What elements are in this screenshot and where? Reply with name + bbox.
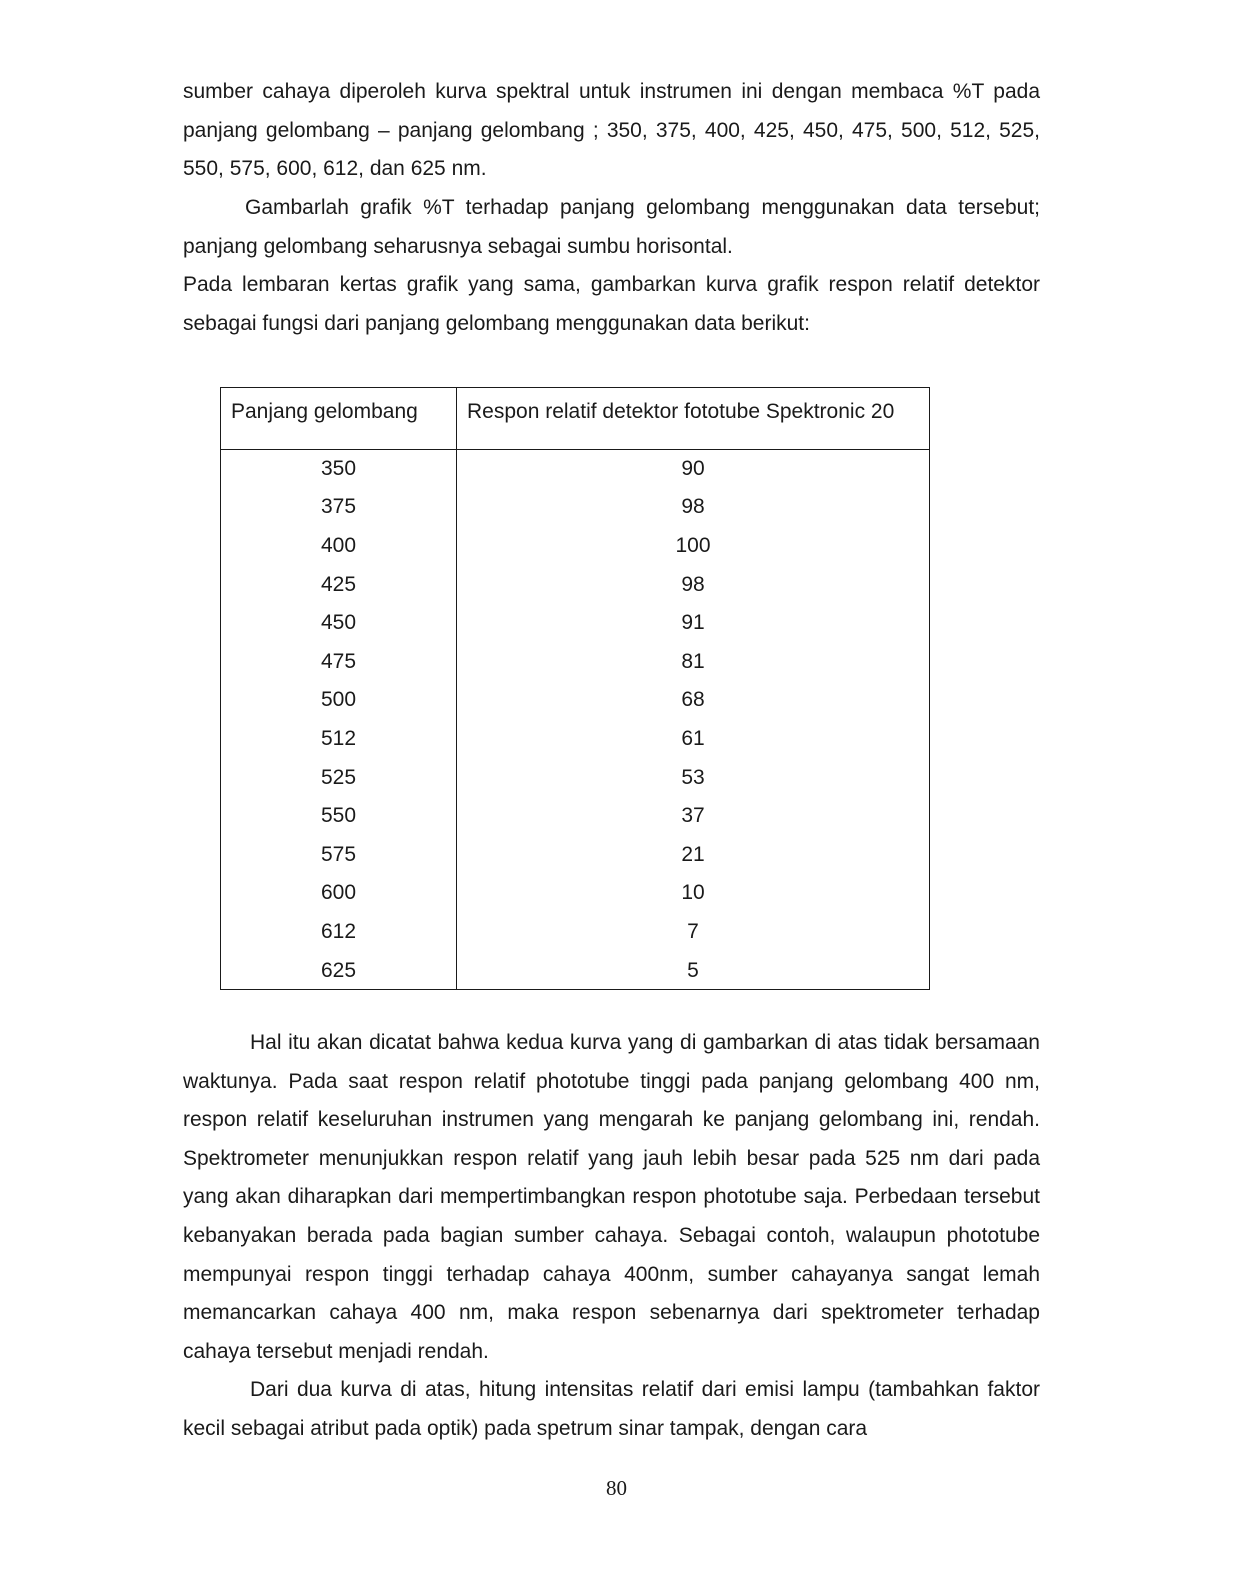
table-row (221, 527, 929, 566)
cell-relative-response: 68 (681, 688, 705, 712)
cell-wavelength: 400 (221, 527, 457, 566)
table-row (221, 449, 929, 488)
cell-wavelength: 600 (221, 874, 457, 913)
cell-wavelength: 625 (221, 951, 457, 990)
cell-relative-response: 61 (681, 726, 705, 750)
paragraph-calculation: Dari dua kurva di atas, hitung intensitas relatif dari emisi lampu (tambahkan faktor kecil sebagai atribut pada optik) pada spetrum sinar tampak, dengan cara (183, 1378, 1040, 1440)
paragraph-discussion: Hal itu akan dicatat bahwa kedua kurva yang di gambarkan di atas tidak bersamaan waktunya. Pada saat respon relatif phototube tinggi pada panjang gelombang 400 nm, respon relatif keseluruhan instrumen yang mengarah ke panjang gelombang ini, rendah. Spektrometer menunjukkan respon relatif yang jauh lebih besar pada 525 nm dari pada yang akan diharapkan dari mempertimbangkan respon phototube saja. Perbedaan tersebut kebanyakan berada pada bagian sumber cahaya. Sebagai contoh, walaupun phototube mempunyai respon tinggi terhadap cahaya 400nm, sumber cahayanya sangat lemah memancarkan cahaya 400 nm, maka respon sebenarnya dari spektrometer terhadap cahaya tersebut menjadi rendah. (183, 1031, 1040, 1363)
paragraph-intro: sumber cahaya diperoleh kurva spektral untuk instrumen ini dengan membaca %T pada panjang gelombang – panjang gelombang ; 350, 375, 400, 425, 450, 475, 500, 512, 525, 550, 575, 600, 612, dan 625 nm. (183, 80, 1040, 181)
cell-relative-response: 98 (681, 572, 705, 596)
cell-relative-response: 90 (681, 456, 705, 480)
header-relative-response: Respon relatif detektor fototube Spektronic 20 (457, 388, 930, 449)
table-row (221, 488, 929, 527)
cell-wavelength: 450 (221, 604, 457, 643)
cell-relative-response: 53 (681, 765, 705, 789)
table-row (221, 913, 929, 952)
paragraph-instruction-graph: Gambarlah grafik %T terhadap panjang gelombang menggunakan data tersebut; panjang gelombang seharusnya sebagai sumbu horisontal. (183, 196, 1040, 258)
table-row (221, 758, 929, 797)
table-body (221, 449, 929, 990)
page-number: 80 (606, 1476, 627, 1500)
cell-relative-response: 5 (687, 958, 699, 982)
table-row (221, 720, 929, 759)
table-row (221, 604, 929, 643)
table-row (221, 681, 929, 720)
cell-wavelength: 425 (221, 565, 457, 604)
cell-wavelength: 350 (221, 449, 457, 488)
table-row (221, 951, 929, 990)
table-row (221, 642, 929, 681)
cell-wavelength: 512 (221, 720, 457, 759)
cell-wavelength: 500 (221, 681, 457, 720)
cell-wavelength: 525 (221, 758, 457, 797)
cell-wavelength: 612 (221, 913, 457, 952)
cell-relative-response: 91 (681, 611, 705, 635)
header-wavelength: Panjang gelombang (221, 388, 457, 449)
detector-response-table (220, 387, 930, 990)
cell-relative-response: 98 (681, 495, 705, 519)
cell-relative-response: 81 (681, 649, 705, 673)
cell-wavelength: 475 (221, 642, 457, 681)
cell-relative-response: 21 (681, 842, 705, 866)
cell-relative-response: 37 (681, 804, 705, 828)
cell-wavelength: 550 (221, 797, 457, 836)
paragraph-instruction-detector: Pada lembaran kertas grafik yang sama, gambarkan kurva grafik respon relatif detektor sebagai fungsi dari panjang gelombang menggunakan data berikut: (183, 273, 1040, 335)
cell-relative-response: 7 (687, 919, 699, 943)
table-row (221, 874, 929, 913)
table-header-row (221, 388, 929, 449)
table-row (221, 835, 929, 874)
cell-wavelength: 575 (221, 835, 457, 874)
cell-relative-response: 100 (675, 533, 711, 557)
cell-wavelength: 375 (221, 488, 457, 527)
table-row (221, 565, 929, 604)
table-row (221, 797, 929, 836)
cell-relative-response: 10 (681, 881, 705, 905)
